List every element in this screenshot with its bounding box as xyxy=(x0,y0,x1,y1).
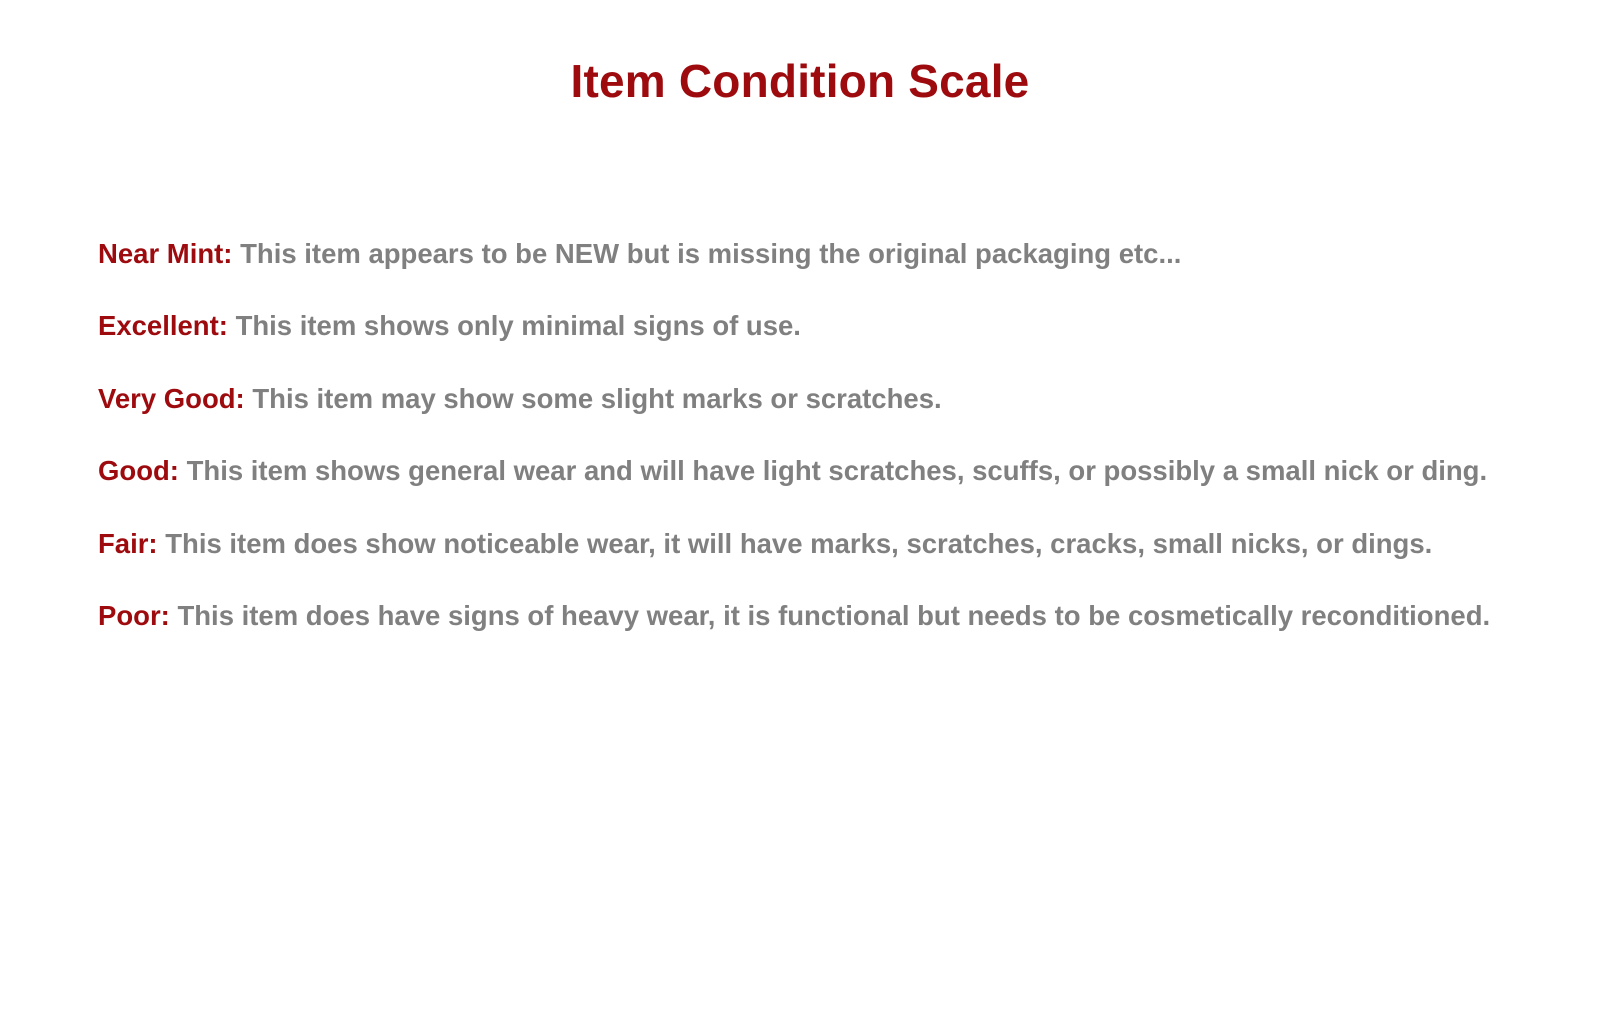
list-item xyxy=(98,380,1518,417)
condition-scale-list xyxy=(98,235,1518,634)
condition-description: This item does show noticeable wear, it will have marks, scratches, cracks, small nicks, or dings. xyxy=(165,527,1433,559)
condition-description: This item appears to be NEW but is missing the original packaging etc... xyxy=(240,238,1182,269)
list-item xyxy=(98,597,1518,634)
condition-description: This item shows general wear and will have light scratches, scuffs, or possibly a small nick or ding. xyxy=(186,455,1488,487)
condition-term: Very Good: xyxy=(98,382,245,414)
condition-description: This item shows only minimal signs of use. xyxy=(235,310,801,342)
condition-term: Fair: xyxy=(98,527,158,559)
page-title: Item Condition Scale xyxy=(570,55,1030,107)
condition-term: Near Mint: xyxy=(98,238,233,269)
list-item xyxy=(98,452,1518,489)
list-item xyxy=(98,235,1518,272)
condition-term: Excellent: xyxy=(98,310,228,342)
list-item xyxy=(98,525,1518,562)
condition-description: This item does have signs of heavy wear, it is functional but needs to be cosmetically reconditioned. xyxy=(177,599,1491,631)
condition-term: Good: xyxy=(98,455,179,487)
condition-description: This item may show some slight marks or scratches. xyxy=(252,382,942,414)
list-item xyxy=(98,307,1518,344)
condition-term: Poor: xyxy=(98,599,170,631)
